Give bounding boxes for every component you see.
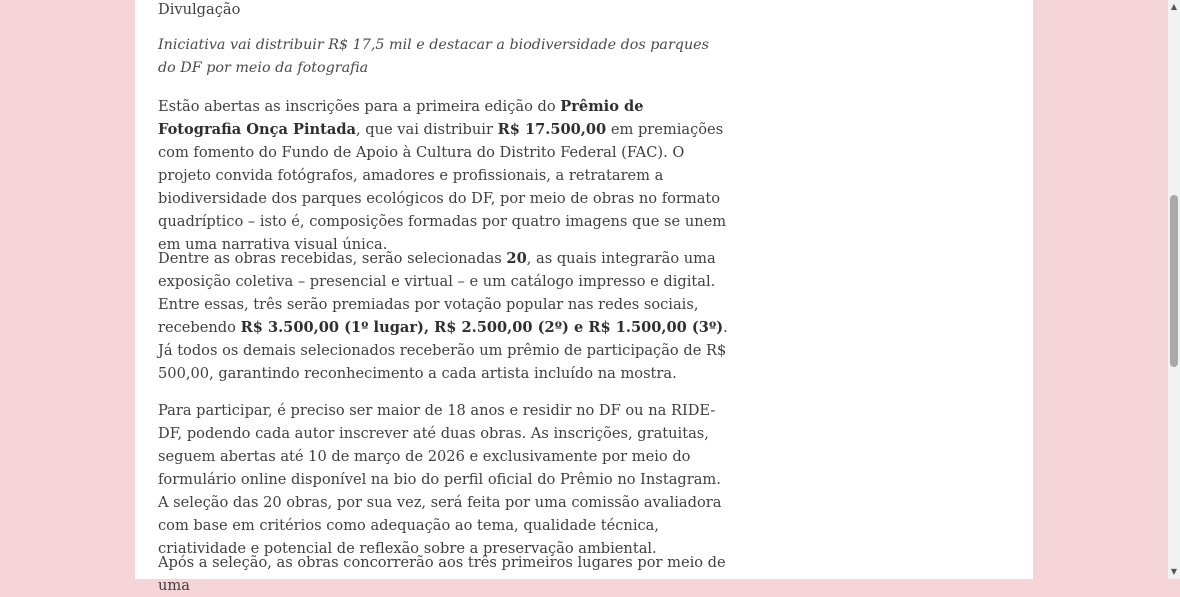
article-lead: Iniciativa vai distribuir R$ 17,5 mil e destacar a biodiversidade dos parques do DF por meio da fotografia xyxy=(158,37,709,76)
paragraph-2-bold-count: 20 xyxy=(506,250,527,267)
paragraph-3: Para participar, é preciso ser maior de 18 anos e residir no DF ou na RIDE-DF, podendo cada autor inscrever até duas obras. As inscrições, gratuitas, seguem abertas até 10 de março de 2026 e exclusivamente por meio do formulário online disponível na bio do perfil oficial do Prêmio no Instagram. A seleção das 20 obras, por sua vez, será feita por uma comissão avaliadora com base em critérios como adequação ao tema, qualidade técnica, criatividade e potencial de reflexão sobre a preservação ambiental. xyxy=(158,402,722,557)
scroll-up-arrow-icon[interactable]: ▲ xyxy=(1170,2,1178,11)
paragraph-2-text-a: Dentre as obras recebidas, serão selecionadas xyxy=(158,250,507,267)
scrollbar-thumb[interactable] xyxy=(1170,195,1178,367)
paragraph-2 xyxy=(158,247,728,385)
paragraph-1-text-c: , que vai distribuir xyxy=(356,121,498,138)
paragraph-2-bold-prizes: R$ 3.500,00 (1º lugar), R$ 2.500,00 (2º) e R$ 1.500,00 (3º) xyxy=(240,319,724,336)
paragraph-4: Após a seleção, as obras concorrerão aos três primeiros lugares por meio de uma xyxy=(158,554,726,594)
vertical-scrollbar[interactable] xyxy=(1168,0,1180,579)
paragraph-2-text-d: . Já todos os demais selecionados receberão um prêmio de participação de R$ 500,00, garantindo reconhecimento a cada artista incluído na mostra. xyxy=(158,319,728,382)
scroll-down-arrow-icon[interactable]: ▼ xyxy=(1170,567,1178,576)
paragraph-1 xyxy=(158,95,728,256)
article-container xyxy=(135,0,1033,594)
paragraph-1-bold-amount: R$ 17.500,00 xyxy=(497,121,607,138)
paragraph-1-text-a: Estão abertas as inscrições para a primeira edição do xyxy=(158,98,561,115)
paragraph-1-bold-prize-name: Prêmio de Fotografia Onça Pintada xyxy=(158,98,644,138)
photo-credit: Divulgação xyxy=(158,1,241,18)
paragraph-1-text-d: em premiações com fomento do Fundo de Apoio à Cultura do Distrito Federal (FAC). O projeto convida fotógrafos, amadores e profissionais, a retratarem a biodiversidade dos parques ecológicos do DF, por meio de obras no formato quadríptico – isto é, composições formadas por quatro imagens que se unem em uma narrativa visual única. xyxy=(158,121,727,253)
paragraph-2-text-c: , as quais integrarão uma exposição coletiva – presencial e virtual – e um catálogo impresso e digital. Entre essas, três serão premiadas por votação popular nas redes sociais, recebendo xyxy=(158,250,716,336)
